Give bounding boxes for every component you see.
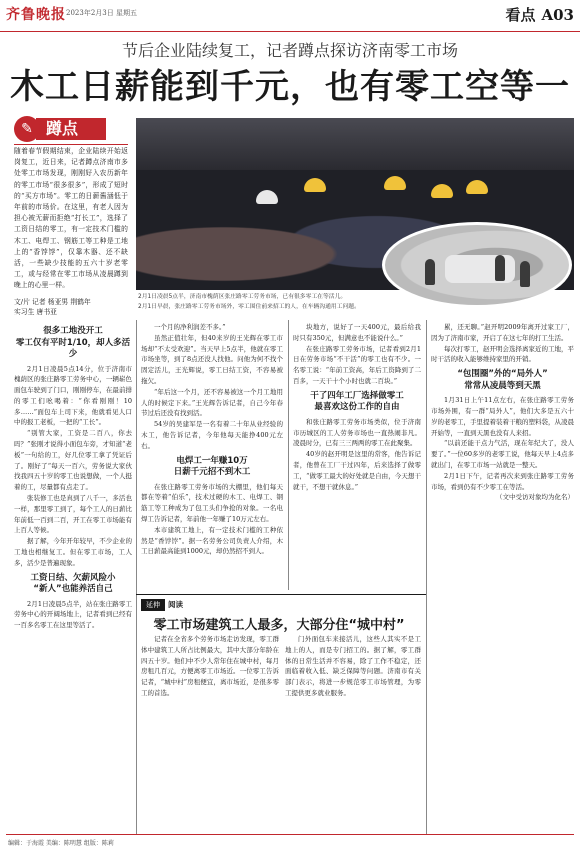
paragraph: 一个月的净利润差不多。”: [154, 323, 226, 331]
paragraph: 张装修工也是真到了八千一，多活也一样，那里零工到了，每个工人的日薪比年前低一百到二百，开工在零工市场能有上百人等候。: [14, 494, 132, 535]
section-tag: [14, 116, 124, 142]
page-headline: 木工日薪能到千元，也有零工空等一: [10, 67, 570, 107]
subhead: 工资日结、欠薪风险小 “新人”也能养活自己: [30, 572, 116, 595]
photo-background: [136, 118, 574, 170]
paragraph: 1月31日上午11点左右，在张庄路零工劳务市场外围，有一群“局外人”，他们大多是五六十岁的老零工，手里提着装着干粮的塑料袋，从凌晨开始等，一直到天黑也没有人来招。: [431, 396, 574, 437]
person-shape: [520, 261, 530, 287]
paragraph: 2月1日下午，记者再次来到张庄路零工劳务市场，看到仍有不少零工在等活。: [431, 471, 574, 491]
photo-caption-inset: 2月1日早晨，张庄路零工劳务市场外，零工围住前来招工的人，在车辆沟通用工问题。: [138, 304, 360, 310]
related-tab: 延伸: [141, 599, 165, 611]
tag-underline: [14, 144, 128, 145]
paragraph: 门外面包车来接活儿，这些人其实不是工地上的人，而是专门招工的。据了解，零工群体的日常生活并不容易，除了工作不稳定，还面临着收入低、缺乏保障等问题。济南市有关部门表示，将进一步规范零工市场管理，为零工提供更多就业服务。: [285, 635, 421, 697]
kicker-subtitle: 节后企业陆续复工，记者蹲点探访济南零工市场: [121, 41, 458, 60]
paragraph: 54岁的吴建军是一名有着二十年从业经验的木工，他告诉记者，今年他每天能挣400元左右。: [141, 420, 283, 450]
subhead: “包围圈”外的“局外人” 常常从凌晨等到天黑: [457, 369, 548, 391]
subhead: 很多工地没开工 零工仅有平时1/10，却人多活少: [15, 326, 131, 359]
paragraph: 和张庄路零工劳务市场类似，位于济南市历城区的工人劳务市场也一直热闹非凡。凌晨时分，已有三三两两的零工在此聚集。: [293, 417, 421, 448]
related-column-right: [285, 634, 421, 832]
editor-credits: 编辑：于海霞 美编：陈明慧 组版：陈莉: [8, 840, 114, 847]
article-column-4: [431, 322, 574, 832]
section-name: 看点: [505, 6, 536, 24]
inset-photo: [382, 222, 572, 308]
footer-rule: [6, 834, 574, 835]
masthead: [0, 0, 580, 32]
article-column-1: [14, 322, 132, 832]
person-shape: [495, 255, 505, 281]
subhead: 干了四年工厂选择做零工 最喜欢这份工作的自由: [310, 390, 404, 413]
column-rule: [288, 320, 289, 590]
paragraph: 在张庄路零工劳务市场的大棚里，他们每天都在等着“伯乐”，技术过硬的木工、电焊工、钢筋工等工种成为了包工头们争抢的对象。一名电焊工告诉记者，年前他一年赚了10万元左右。: [141, 482, 283, 523]
lead-summary: 随着春节假期结束，企业陆续开始返岗复工，近日来，记者蹲点济南市多处零工市场发现，刚刚好入农历新年的零工市场“很多很多”，形成了短时的“买方市场”。零工的日薪酱涵低于年前的市场价。在这里，有老人因为担心被无薪而拒绝“打长工”，选择了工资日结的零工，有一定技术门槛的木工、电焊工、钢筋工等工种是工地上的“香饽饽”，仅靠木器、还不缺活，一些缺少技能的五六十岁老零工，或与经常在零工市场从凌晨蹲到晚上的心里一样。: [14, 147, 128, 290]
pen-icon: ✎: [14, 116, 40, 142]
paragraph: 记者在全省多个劳务市场走访发现，零工群体中建筑工人所占比例最大，其中大部分年龄在四五十岁。他们中不少人常年住在城中村，每月房租几百元，方便离零工市场近。一位零工告诉记者，“城中村”房租便宜，离市场近，是很多零工的首选。: [141, 635, 279, 697]
photo-caption-main: 2月1日凌晨5点半，济南市槐荫区张庄路零工劳务市场，已有很多零工在等活儿。: [138, 294, 347, 300]
related-label: 阅读: [168, 600, 183, 609]
related-title: 零工市场建筑工人最多，大部分住“城中村”: [153, 618, 405, 633]
person-shape: [425, 259, 435, 285]
paragraph: 据了解，今年开年较早，不少企业的工地也相继复工。但在零工市场，工人多，活少是普遍现象。: [14, 537, 132, 567]
tag-label: 蹲点: [36, 118, 106, 140]
section-header: [505, 4, 574, 25]
subhead: 电焊工一年赚10万 日薪千元招不到木工: [173, 455, 251, 478]
paragraph: “年后这一个月，还不容易被这一个月工地用人的时候定下来。”王光辉告诉记者，自己今年春节过后还没有找到活。: [141, 387, 283, 418]
paragraph: “以前还能干点力气活，现在年纪大了，没人要了。”一位60多岁的老零工说，他每天早上4点多就出门，在零工市场一站就是一整天。: [431, 439, 574, 469]
article-column-3: [293, 322, 421, 590]
paragraph: 每次打零工，赵开明会选择离家近的工地，平时干活的收入能够维持家里的开销。: [431, 344, 574, 364]
related-column-left: [141, 634, 279, 832]
newspaper-logo: 齐鲁晚报: [6, 7, 66, 23]
article-column-2: [141, 322, 283, 590]
paragraph: 2月1日凌晨5点14分，位于济南市槐荫区的张庄路零工劳务中心，一辆崭色面包车驶到了门口，刚刚停车，在最前排的零工们吆喝着：“你看刚刚！10多……”面包车上司下来，他就看见人口中的报工老板，一把的“工长”。: [14, 364, 132, 427]
paragraph: 2月1日凌晨5点半，站在张庄路零工劳务中心的开阔场地上，记者看到已经有一百多名零工在这里等活了。: [14, 599, 132, 630]
issue-date: 2023年2月3日 星期五: [66, 9, 137, 17]
page-number: A03: [541, 6, 574, 24]
paragraph: 块地方，说好了一天400元，最后给我时只有350元，但满意也不能说什么。”: [293, 323, 421, 342]
paragraph: 40岁的赵开明是这里的常客，他告诉记者，他曾在工厂干过四年，后来选择了做零工，“做零工最大的好处就是自由，今天想干就干，不想干就休息。”: [293, 450, 421, 491]
column-rule: [136, 320, 137, 835]
paragraph: “别管大家，工资是二百八，你去吗？”张刚才说得小面包车旁，才知道“老板”一句给的工，好几位零工拿了凭证后了。刚好了“每天一百六，劳务说大家伙找我四五十岁的零工也说想做，一个人挺着的工，尽量都有点走了。: [14, 429, 132, 492]
paragraph: 虽然正值壮年，但40来岁的王光辉在零工市场却“不太受欢迎”。当天早上5点半，他就在零工市场坐等，到了8点还没人找他。问他为何不找个固定活儿，王光辉说，零工日结工资，不容易被拖欠。: [141, 333, 283, 385]
byline: 文/片 记者 杨亚男 荆鹤年 实习生 唐书亚: [14, 298, 91, 316]
related-rule: [136, 594, 426, 595]
paragraph: 累，还无聊。”赵开明2009年离开过家工厂，因为了济南市家，开启了在这七年的打工生活。: [431, 323, 574, 342]
paragraph: 本市建筑工地上，有一定技术门槛的工种依然是“香饽饽”。据一名劳务公司负责人介绍，木工日薪最高能到1000元，却仍然招不到人。: [141, 525, 283, 556]
column-rule: [426, 320, 427, 835]
paragraph: 在张庄路零工劳务市场，记者看到2月1日在劳务市场“不干活”的零工也有不少。一名零工说：“年前工资高，年后工资降到了二百多，一天干十个小时也就二百块。”: [293, 344, 421, 385]
article-note: （文中受访对象均为化名）: [496, 493, 574, 502]
